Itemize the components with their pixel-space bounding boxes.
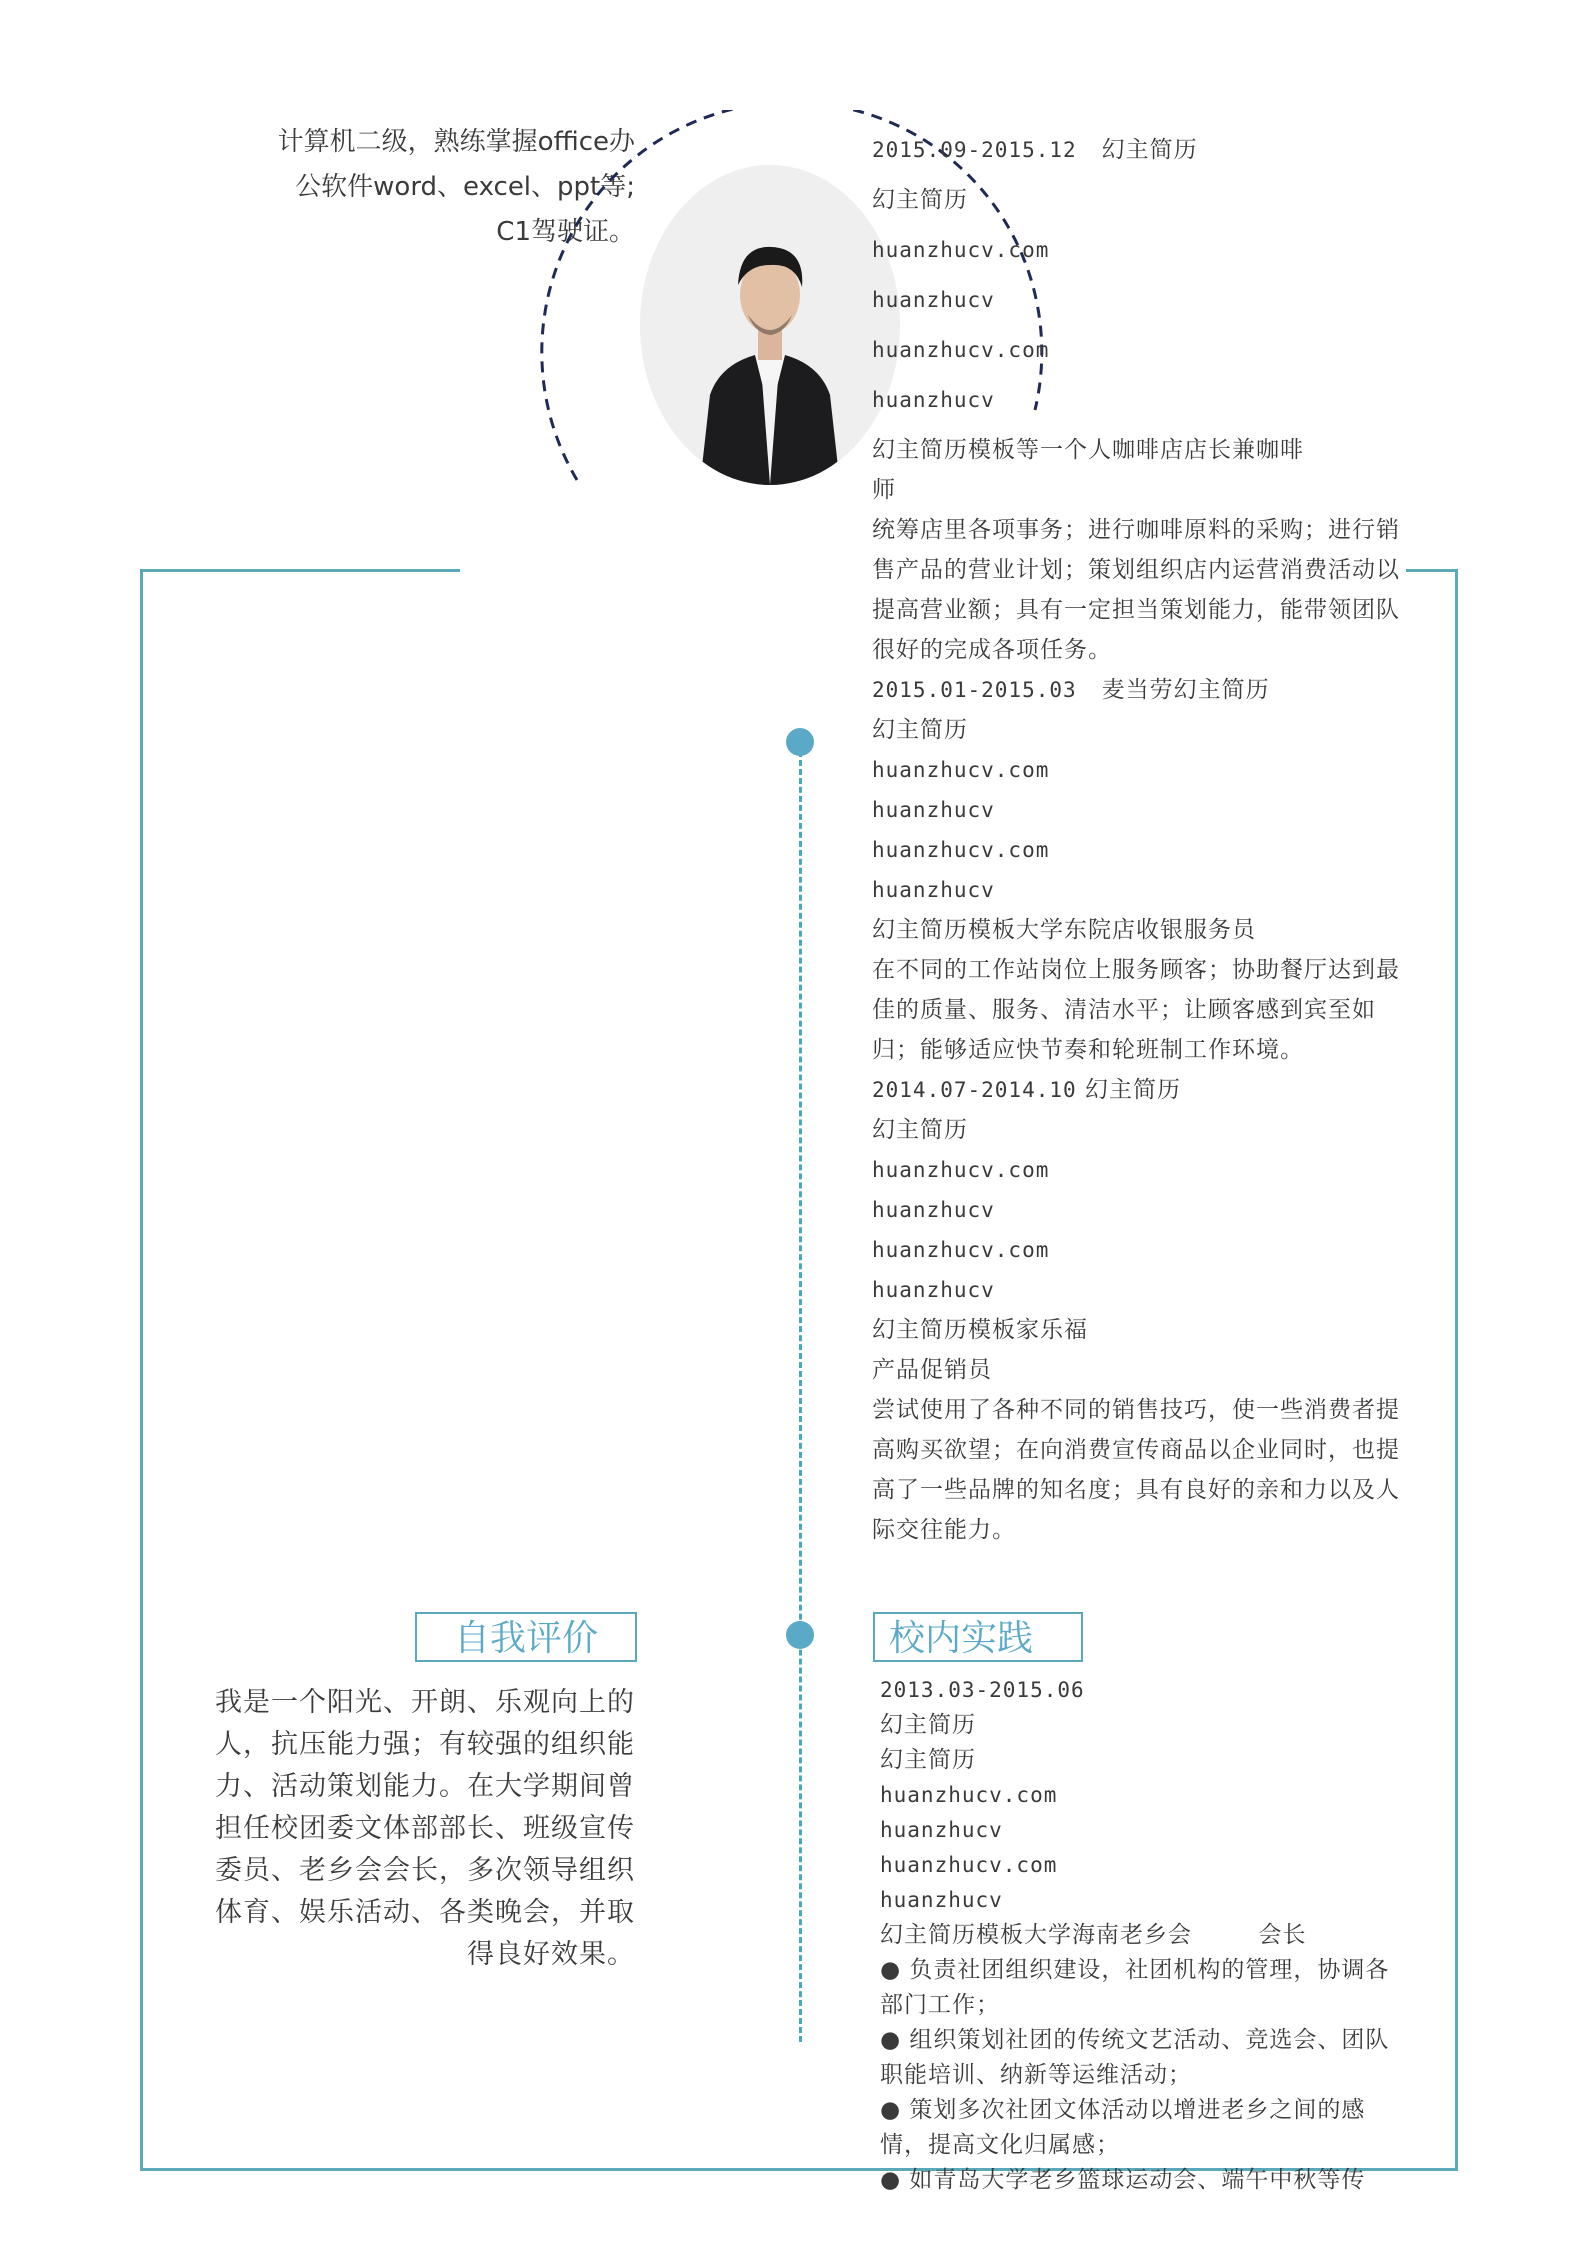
experience-item: huanzhucv.com [872,758,1050,782]
experience-item: huanzhucv.com [872,338,1050,362]
profile-photo [640,165,900,485]
experience-item: huanzhucv [872,798,995,822]
timeline-dot [786,1621,814,1649]
experience-title: 产品促销员 [872,1357,992,1383]
school-bullet: ● 组织策划社团的传统文艺活动、竞选会、团队职能培训、纳新等运维活动； [880,2027,1390,2088]
school-item: huanzhucv [880,1818,1003,1842]
skills-line: 公软件word、excel、ppt等; [295,172,635,202]
experience-item: huanzhucv.com [872,838,1050,862]
school-role: 幻主简历模板大学海南老乡会 会长 [880,1922,1307,1948]
experience-title: 幻主简历模板等一个人咖啡店店长兼咖啡 [872,437,1304,463]
school-bullet: ● 策划多次社团文体活动以增进老乡之间的感情，提高文化归属感； [880,2097,1366,2158]
experience-date: 2014.07-2014.10 [872,1078,1077,1102]
experience-header [872,1070,1412,1110]
experience-date: 2015.01-2015.03 [872,678,1077,702]
experience-date: 2015.09-2015.12 [872,138,1077,162]
timeline-dashed-line [799,742,802,2042]
experience-item: huanzhucv [872,388,995,412]
school-item: 幻主简历 [880,1712,976,1738]
experience-company: 幻主简历 [1101,137,1198,163]
experience-title: 师 [872,477,896,503]
skills-line: C1驾驶证。 [496,217,635,247]
experience-title: 幻主简历模板家乐福 [872,1317,1088,1343]
school-item: huanzhucv.com [880,1783,1058,1807]
experience-description: 在不同的工作站岗位上服务顾客；协助餐厅达到最佳的质量、服务、清洁水平；让顾客感到宾至如归；能够适应快节奏和轮班制工作环境。 [872,957,1400,1063]
experience-item: huanzhucv [872,1198,995,1222]
experience-description: 统筹店里各项事务；进行咖啡原料的采购；进行销售产品的营业计划；策划组织店内运营消费活动以提高营业额；具有一定担当策划能力，能带领团队很好的完成各项任务。 [872,517,1400,663]
experience-item: huanzhucv [872,878,995,902]
experience-company: 幻主简历 [1084,1077,1181,1103]
experience-item: huanzhucv [872,1278,995,1302]
experience-item: huanzhucv.com [872,1158,1050,1182]
experience-item: 幻主简历 [872,717,968,743]
school-practice-heading: 校内实践 [873,1612,1083,1662]
experience-description: 尝试使用了各种不同的销售技巧，使一些消费者提高购买欲望；在向消费宣传商品以企业同时，也提高了一些品牌的知名度；具有良好的亲和力以及人际交往能力。 [872,1397,1400,1543]
experience-header [872,130,1412,170]
experience-item: 幻主简历 [872,1117,968,1143]
self-eval-heading: 自我评价 [415,1612,637,1662]
experience-company: 麦当劳幻主简历 [1101,677,1270,703]
experience-header [872,670,1412,710]
school-practice [880,1673,1410,2198]
experience-title: 幻主简历模板大学东院店收银服务员 [872,917,1256,943]
school-item: 幻主简历 [880,1747,976,1773]
skills-line: 计算机二级，熟练掌握office办 [277,127,635,157]
school-item: huanzhucv.com [880,1853,1058,1877]
school-bullet: ● 如青岛大学老乡篮球运动会、端午中秋等传 [880,2167,1366,2193]
frame-top-right-line [1406,569,1456,572]
experience-item: 幻主简历 [872,187,968,213]
experience-item: huanzhucv.com [872,1238,1050,1262]
school-bullet: ● 负责社团组织建设，社团机构的管理，协调各部门工作； [880,1957,1390,2018]
work-experience [872,130,1412,1550]
self-eval-text: 我是一个阳光、开朗、乐观向上的人，抗压能力强；有较强的组织能力、活动策划能力。在大学期间曾担任校团委文体部部长、班级宣传委员、老乡会会长，多次领导组织体育、娱乐活动、各类晚会，并取得良好效果。 [215,1687,635,1970]
school-item: huanzhucv [880,1888,1003,1912]
frame-top-left-line [140,569,460,572]
frame-left-line [140,569,143,2171]
timeline-dot [786,728,814,756]
school-date: 2013.03-2015.06 [880,1678,1085,1702]
experience-item: huanzhucv [872,288,995,312]
frame-right-line [1455,569,1458,2171]
experience-item: huanzhucv.com [872,238,1050,262]
